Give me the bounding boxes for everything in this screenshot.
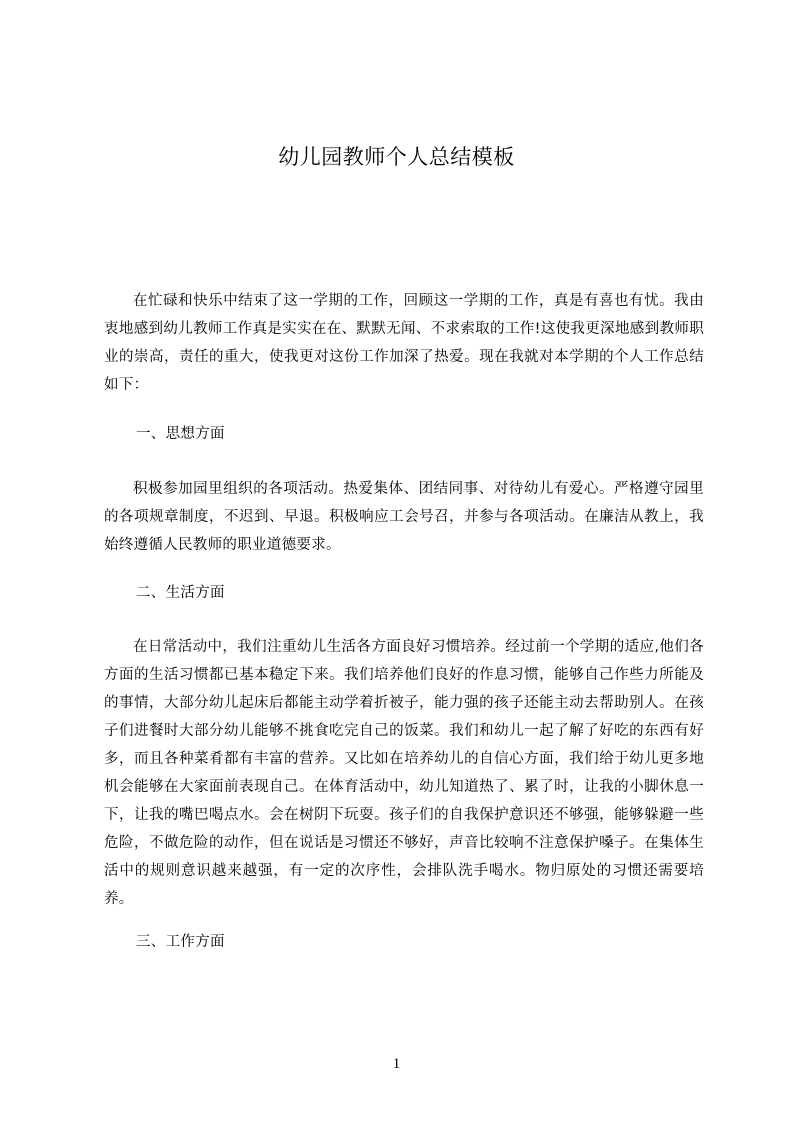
page-number: 1: [392, 1056, 401, 1072]
section-heading-life: 二、生活方面: [136, 585, 225, 601]
section-heading-thought: 一、思想方面: [136, 426, 225, 442]
section-body-thought: 积极参加园里组织的各项活动。热爱集体、团结同事、对待幼儿有爱心。严格遵守园里的各项规章制度，不迟到、早退。积极响应工会号召，并参与各项活动。在廉洁从教上，我始终遵循人民教师的职业道德要求。: [104, 481, 704, 553]
intro-paragraph: 在忙碌和快乐中结束了这一学期的工作，回顾这一学期的工作，真是有喜也有忧。我由衷地感到幼儿教师工作真是实实在在、默默无闻、不求索取的工作!这使我更深地感到教师职业的崇高，责任的重大，使我更对这份工作加深了热爱。现在我就对本学期的个人工作总结如下：: [104, 293, 704, 393]
document-title: 幼儿园教师个人总结模板: [278, 145, 515, 169]
section-body-life: 在日常活动中，我们注重幼儿生活各方面良好习惯培养。经过前一个学期的适应,他们各方面的生活习惯都已基本稳定下来。我们培养他们良好的作息习惯，能够自己作些力所能及的事情，大部分幼儿起床后都能主动学着折被子，能力强的孩子还能主动去帮助别人。在孩子们进餐时大部分幼儿能够不挑食吃完自己的饭菜。我们和幼儿一起了解了好吃的东西有好多，而且各种菜肴都有丰富的营养。又比如在培养幼儿的自信心方面，我们给于幼儿更多地机会能够在大家面前表现自己。在体育活动中，幼儿知道热了、累了时，让我的小脚休息一下，让我的嘴巴喝点水。会在树阴下玩耍。孩子们的自我保护意识还不够强，能够躲避一些危险，不做危险的动作，但在说话是习惯还不够好，声音比较响不注意保护嗓子。在集体生活中的规则意识越来越强，有一定的次序性，会排队洗手喝水。物归原处的习惯还需要培养。: [104, 639, 704, 907]
section-heading-work: 三、工作方面: [136, 934, 225, 950]
